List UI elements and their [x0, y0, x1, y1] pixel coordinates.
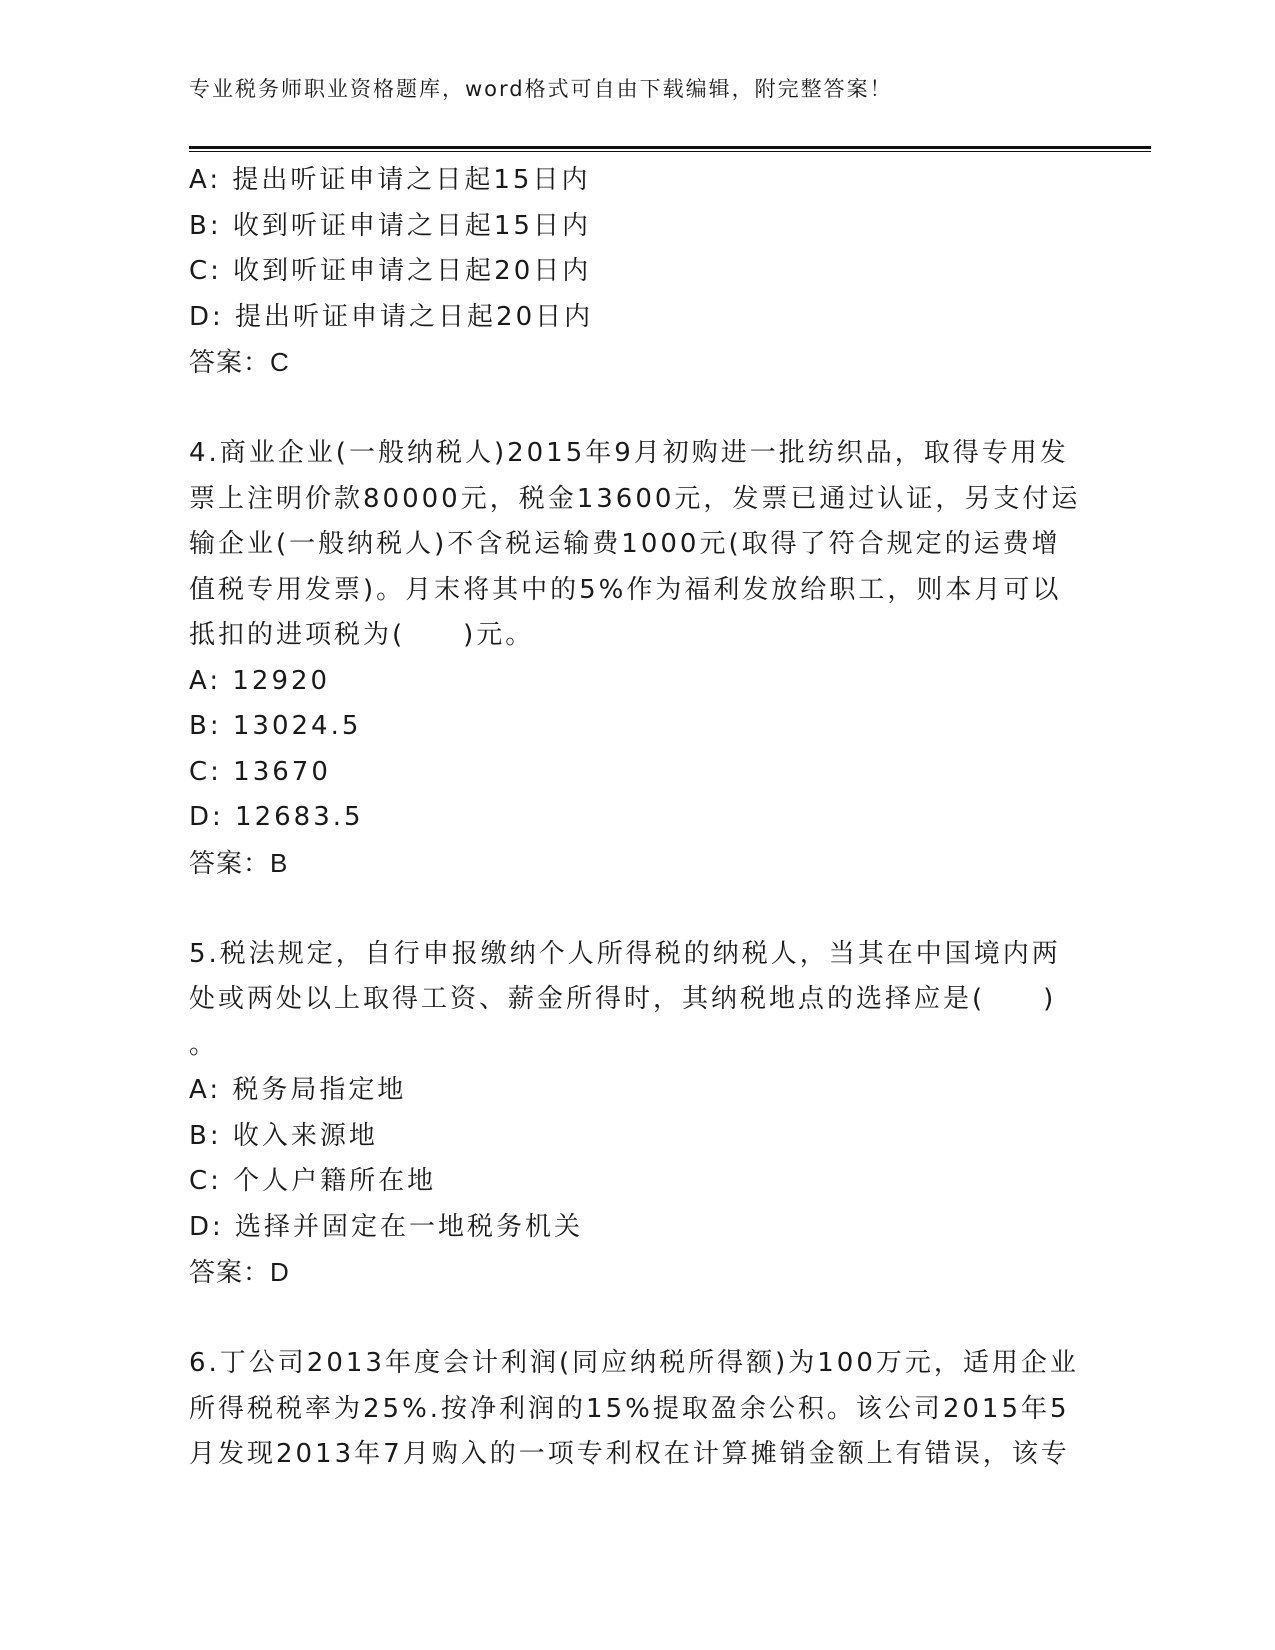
- option-c: C: 收到听证申请之日起20日内: [189, 256, 592, 286]
- option-c: C: 个人户籍所在地: [189, 1166, 437, 1196]
- spacer: [189, 886, 1089, 932]
- question-6-stem: [189, 1341, 1089, 1478]
- stem-line: 6.丁公司2013年度会计利润(同应纳税所得额)为100万元，适用企业: [189, 1348, 1079, 1378]
- spacer: [189, 386, 1089, 432]
- question-3-options: [189, 158, 1089, 340]
- option-b: B: 收入来源地: [189, 1120, 378, 1151]
- spacer: [189, 1296, 1089, 1342]
- stem-line: 所得税税率为25%.按净利润的15%提取盈余公积。该公司2015年5: [189, 1393, 1070, 1424]
- question-5-answer: 答案：D: [189, 1257, 290, 1287]
- option-b: B: 收到听证申请之日起15日内: [189, 210, 591, 241]
- stem-line: 处或两处以上取得工资、薪金所得时，其纳税地点的选择应是( ): [189, 984, 1057, 1014]
- option-d: D: 12683.5: [189, 802, 364, 832]
- question-4-answer: 答案：B: [189, 847, 289, 878]
- question-5-options: [189, 1068, 1089, 1250]
- question-3-answer: 答案：C: [189, 347, 290, 377]
- stem-line: 5.税法规定，自行申报缴纳个人所得税的纳税人，当其在中国境内两: [189, 938, 1061, 969]
- page-header: 专业税务师职业资格题库，word格式可自由下载编辑，附完整答案！: [189, 77, 893, 101]
- question-5-stem: [189, 932, 1089, 1069]
- option-a: A: 12920: [189, 665, 331, 696]
- option-a: A: 税务局指定地: [189, 1075, 407, 1105]
- stem-line: 输企业(一般纳税人)不含税运输费1000元(取得了符合规定的运费增: [189, 529, 1061, 559]
- stem-line: 4.商业企业(一般纳税人)2015年9月初购进一批纺织品，取得专用发: [189, 438, 1069, 468]
- option-d: D: 选择并固定在一地税务机关: [189, 1211, 584, 1242]
- stem-line: 票上注明价款80000元，税金13600元，发票已通过认证，另支付运: [189, 483, 1081, 514]
- option-b: B: 13024.5: [189, 711, 362, 741]
- option-a: A: 提出听证申请之日起15日内: [189, 165, 591, 195]
- header-divider-thick: [189, 146, 1151, 149]
- option-d: D: 提出听证申请之日起20日内: [189, 301, 594, 332]
- question-4-options: [189, 659, 1089, 841]
- header-divider-thin: [189, 151, 1151, 152]
- option-c: C: 13670: [189, 756, 331, 787]
- question-content: [189, 158, 1089, 1478]
- stem-line: 值税专用发票)。月末将其中的5%作为福利发放给职工，则本月可以: [189, 574, 1062, 605]
- question-4-stem: [189, 431, 1089, 659]
- stem-line: 月发现2013年7月购入的一项专利权在计算摊销金额上有错误，该专: [189, 1439, 1070, 1469]
- stem-line: 抵扣的进项税为( )元。: [189, 620, 535, 650]
- stem-line: 。: [189, 1029, 219, 1060]
